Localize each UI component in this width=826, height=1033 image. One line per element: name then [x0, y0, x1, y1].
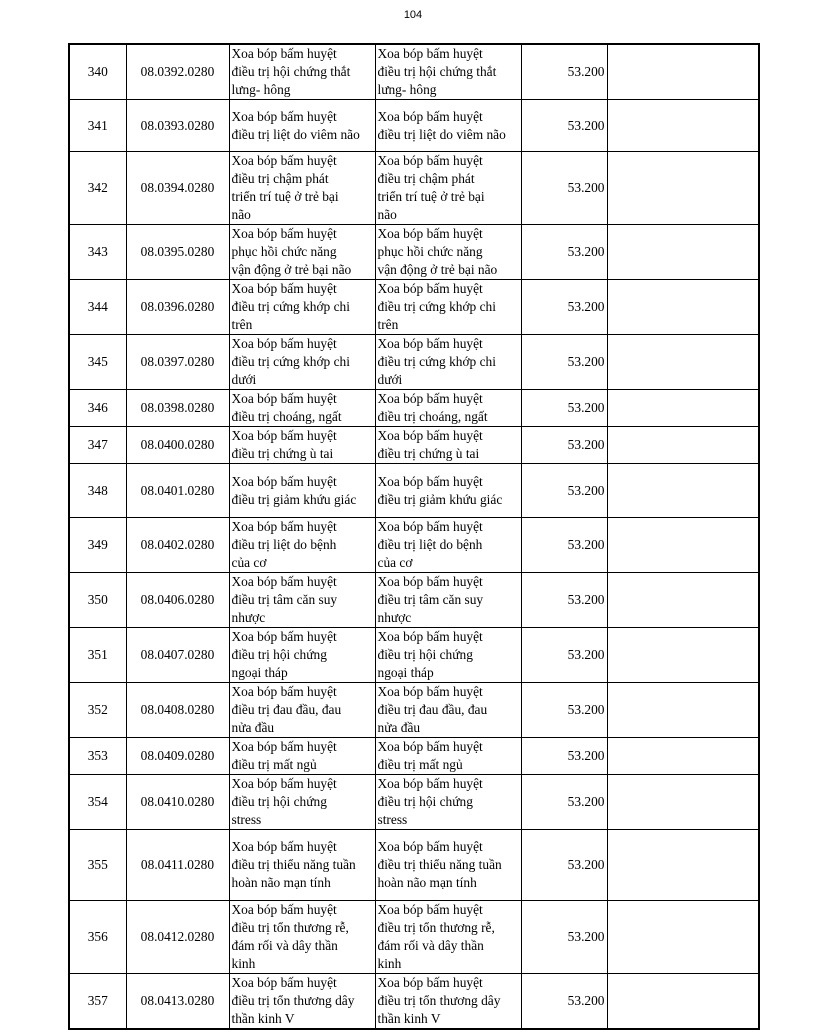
service-name-secondary: Xoa bóp bấm huyệt điều trị chậm phát triển trí tuệ ở trẻ bại não [375, 152, 521, 225]
service-name-primary: Xoa bóp bấm huyệt điều trị thiểu năng tuần hoàn não mạn tính [229, 830, 375, 901]
page-number: 104 [403, 9, 423, 21]
service-code: 08.0392.0280 [126, 44, 229, 100]
row-number: 356 [69, 901, 126, 974]
service-code: 08.0398.0280 [126, 390, 229, 427]
service-name-secondary: Xoa bóp bấm huyệt điều trị tổn thương rễ, đám rối và dây thần kinh [375, 901, 521, 974]
row-number: 340 [69, 44, 126, 100]
service-price: 53.200 [521, 901, 607, 974]
table-row [69, 225, 759, 280]
service-price: 53.200 [521, 335, 607, 390]
service-price: 53.200 [521, 830, 607, 901]
service-code: 08.0412.0280 [126, 901, 229, 974]
service-name-secondary: Xoa bóp bấm huyệt điều trị đau đầu, đau nửa đầu [375, 683, 521, 738]
row-note [607, 775, 759, 830]
service-code: 08.0409.0280 [126, 738, 229, 775]
service-name-secondary: Xoa bóp bấm huyệt điều trị tổn thương dây thần kinh V [375, 974, 521, 1030]
service-code: 08.0411.0280 [126, 830, 229, 901]
service-name-primary: Xoa bóp bấm huyệt điều trị cứng khớp chi trên [229, 280, 375, 335]
row-number: 347 [69, 427, 126, 464]
row-number: 348 [69, 464, 126, 518]
service-name-secondary: Xoa bóp bấm huyệt điều trị mất ngủ [375, 738, 521, 775]
table-row [69, 390, 759, 427]
service-price: 53.200 [521, 518, 607, 573]
service-name-primary: Xoa bóp bấm huyệt điều trị chứng ù tai [229, 427, 375, 464]
service-price: 53.200 [521, 225, 607, 280]
table-row [69, 44, 759, 100]
service-code: 08.0396.0280 [126, 280, 229, 335]
service-name-primary: Xoa bóp bấm huyệt điều trị choáng, ngất [229, 390, 375, 427]
service-name-secondary: Xoa bóp bấm huyệt điều trị chứng ù tai [375, 427, 521, 464]
table-row [69, 335, 759, 390]
row-note [607, 573, 759, 628]
service-name-secondary: Xoa bóp bấm huyệt điều trị liệt do bệnh của cơ [375, 518, 521, 573]
service-code: 08.0394.0280 [126, 152, 229, 225]
row-note [607, 280, 759, 335]
service-name-secondary: Xoa bóp bấm huyệt điều trị liệt do viêm não [375, 100, 521, 152]
row-note [607, 335, 759, 390]
service-name-primary: Xoa bóp bấm huyệt điều trị hội chứng stress [229, 775, 375, 830]
service-name-secondary: Xoa bóp bấm huyệt điều trị thiểu năng tuần hoàn não mạn tính [375, 830, 521, 901]
table-row [69, 974, 759, 1030]
row-note [607, 738, 759, 775]
service-name-primary: Xoa bóp bấm huyệt điều trị giảm khứu giác [229, 464, 375, 518]
table-row [69, 628, 759, 683]
row-number: 353 [69, 738, 126, 775]
table-row [69, 518, 759, 573]
row-note [607, 152, 759, 225]
service-name-primary: Xoa bóp bấm huyệt điều trị chậm phát triển trí tuệ ở trẻ bại não [229, 152, 375, 225]
row-note [607, 518, 759, 573]
service-code: 08.0406.0280 [126, 573, 229, 628]
row-note [607, 830, 759, 901]
service-code: 08.0397.0280 [126, 335, 229, 390]
service-name-primary: Xoa bóp bấm huyệt điều trị hội chứng ngoại tháp [229, 628, 375, 683]
service-price: 53.200 [521, 44, 607, 100]
row-number: 351 [69, 628, 126, 683]
service-code: 08.0402.0280 [126, 518, 229, 573]
service-price: 53.200 [521, 464, 607, 518]
row-number: 352 [69, 683, 126, 738]
service-name-primary: Xoa bóp bấm huyệt điều trị liệt do bệnh của cơ [229, 518, 375, 573]
service-name-secondary: Xoa bóp bấm huyệt điều trị hội chứng ngoại tháp [375, 628, 521, 683]
table-row [69, 280, 759, 335]
service-name-primary: Xoa bóp bấm huyệt điều trị tổn thương rễ, đám rối và dây thần kinh [229, 901, 375, 974]
row-number: 350 [69, 573, 126, 628]
row-note [607, 974, 759, 1030]
row-note [607, 100, 759, 152]
row-note [607, 427, 759, 464]
row-number: 354 [69, 775, 126, 830]
table-body [69, 44, 759, 1029]
service-name-secondary: Xoa bóp bấm huyệt điều trị hội chứng thắt lưng- hông [375, 44, 521, 100]
service-price: 53.200 [521, 152, 607, 225]
service-name-secondary: Xoa bóp bấm huyệt điều trị cứng khớp chi dưới [375, 335, 521, 390]
service-name-primary: Xoa bóp bấm huyệt điều trị tâm căn suy nhược [229, 573, 375, 628]
row-number: 345 [69, 335, 126, 390]
table-row [69, 901, 759, 974]
service-name-secondary: Xoa bóp bấm huyệt điều trị giảm khứu giác [375, 464, 521, 518]
row-note [607, 683, 759, 738]
service-price: 53.200 [521, 390, 607, 427]
row-note [607, 44, 759, 100]
row-number: 355 [69, 830, 126, 901]
service-name-primary: Xoa bóp bấm huyệt phục hồi chức năng vận động ở trẻ bại não [229, 225, 375, 280]
row-note [607, 390, 759, 427]
row-number: 357 [69, 974, 126, 1030]
service-code: 08.0393.0280 [126, 100, 229, 152]
table-row [69, 738, 759, 775]
service-code: 08.0413.0280 [126, 974, 229, 1030]
service-name-secondary: Xoa bóp bấm huyệt phục hồi chức năng vận động ở trẻ bại não [375, 225, 521, 280]
service-code: 08.0401.0280 [126, 464, 229, 518]
row-note [607, 628, 759, 683]
service-name-primary: Xoa bóp bấm huyệt điều trị đau đầu, đau nửa đầu [229, 683, 375, 738]
service-name-secondary: Xoa bóp bấm huyệt điều trị hội chứng stress [375, 775, 521, 830]
row-number: 343 [69, 225, 126, 280]
service-price: 53.200 [521, 738, 607, 775]
service-name-primary: Xoa bóp bấm huyệt điều trị tổn thương dây thần kinh V [229, 974, 375, 1030]
row-note [607, 901, 759, 974]
row-number: 349 [69, 518, 126, 573]
service-code: 08.0395.0280 [126, 225, 229, 280]
table-row [69, 100, 759, 152]
service-name-primary: Xoa bóp bấm huyệt điều trị liệt do viêm não [229, 100, 375, 152]
service-name-secondary: Xoa bóp bấm huyệt điều trị cứng khớp chi trên [375, 280, 521, 335]
service-name-primary: Xoa bóp bấm huyệt điều trị mất ngủ [229, 738, 375, 775]
service-price: 53.200 [521, 573, 607, 628]
service-price: 53.200 [521, 683, 607, 738]
service-name-primary: Xoa bóp bấm huyệt điều trị cứng khớp chi dưới [229, 335, 375, 390]
service-code: 08.0408.0280 [126, 683, 229, 738]
service-price: 53.200 [521, 775, 607, 830]
service-price: 53.200 [521, 100, 607, 152]
table-row [69, 775, 759, 830]
row-number: 341 [69, 100, 126, 152]
row-number: 344 [69, 280, 126, 335]
table-row [69, 152, 759, 225]
service-name-secondary: Xoa bóp bấm huyệt điều trị choáng, ngất [375, 390, 521, 427]
service-code: 08.0410.0280 [126, 775, 229, 830]
row-note [607, 225, 759, 280]
service-name-primary: Xoa bóp bấm huyệt điều trị hội chứng thắt lưng- hông [229, 44, 375, 100]
row-number: 342 [69, 152, 126, 225]
service-code: 08.0407.0280 [126, 628, 229, 683]
table-row [69, 427, 759, 464]
price-table [68, 43, 760, 1030]
service-price: 53.200 [521, 427, 607, 464]
service-price: 53.200 [521, 280, 607, 335]
service-code: 08.0400.0280 [126, 427, 229, 464]
row-number: 346 [69, 390, 126, 427]
row-note [607, 464, 759, 518]
table-row [69, 573, 759, 628]
table-row [69, 830, 759, 901]
service-price: 53.200 [521, 974, 607, 1030]
service-name-secondary: Xoa bóp bấm huyệt điều trị tâm căn suy nhược [375, 573, 521, 628]
service-price: 53.200 [521, 628, 607, 683]
table-row [69, 464, 759, 518]
table-row [69, 683, 759, 738]
